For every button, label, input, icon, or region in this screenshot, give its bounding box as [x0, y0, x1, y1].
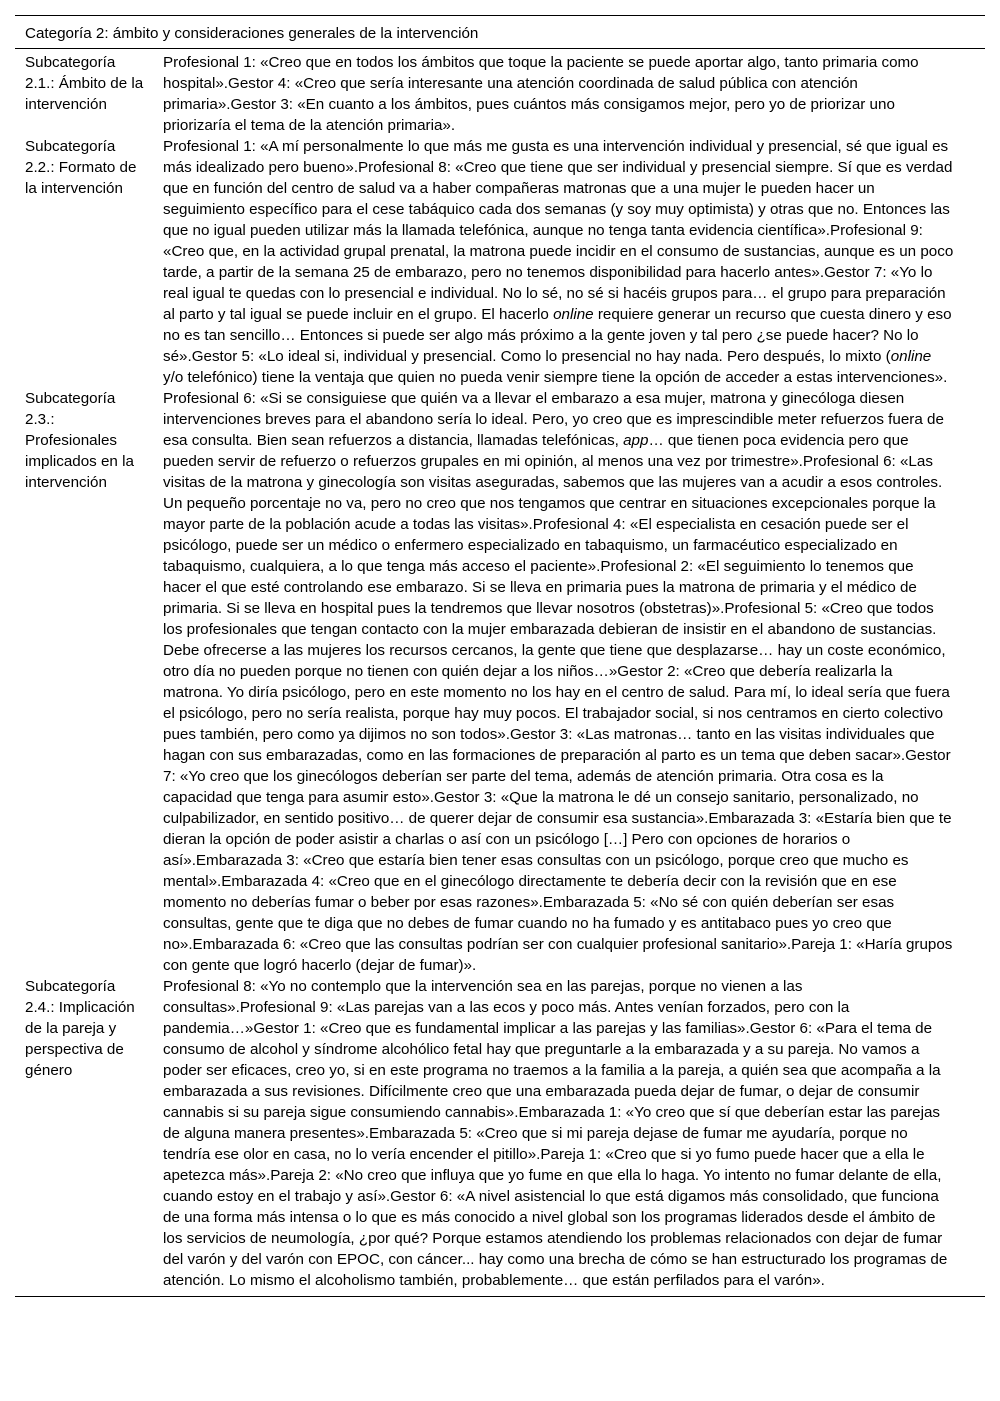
- quote-fragment: y/o telefónico) tiene la ventaja que quien no pueda venir siempre tiene la opción de acceder a estas intervenciones».: [163, 369, 948, 386]
- quote-emphasis: app: [623, 432, 649, 449]
- table-row: [15, 388, 985, 976]
- subcategory-label: Subcategoría 2.3.: Profesionales implicados en la intervención: [25, 390, 134, 491]
- subcategory-label: Subcategoría 2.1.: Ámbito de la intervención: [25, 54, 144, 113]
- quotes-text: [153, 136, 985, 388]
- subcategory-label: Subcategoría 2.2.: Formato de la intervención: [25, 138, 137, 197]
- table-row: [15, 136, 985, 388]
- table-header: Categoría 2: ámbito y consideraciones generales de la intervención: [15, 16, 985, 49]
- quote-fragment: Profesional 1: «A mí personalmente lo que más me gusta es una intervención individual y presencial, sé que igual es más idealizado pero bueno».Profesional 8: «Creo que tiene que ser individual y presencial siempre. Sí que es verdad que en función del centro de salud va a haber compañeras matronas que a una mujer le pueden hacer un seguimiento específico para el cese tabáquico cada dos semanas (y soy muy optimista) y otras que no. Entonces las que no igual pueden utilizar más la llamada telefónica, aunque no tenga tanta evidencia científica».Profesional 9: «Creo que, en la actividad grupal prenatal, la matrona puede incidir en el consumo de sustancias, aunque es un poco tarde, a partir de la semana 25 de embarazo, pero no tenemos disponibilidad para hacerlo antes».Gestor 7: «Yo lo real igual te quedas con lo presencial e individual. No lo sé, no sé si hacéis grupos para… el grupo para preparación al parto y tal igual se puede incluir en el grupo. El hacerlo: [163, 138, 954, 323]
- quotes-text: Profesional 1: «Creo que en todos los ámbitos que toque la paciente se puede aportar algo, tanto primaria como hospital».Gestor 4: «Creo que sería interesante una atención coordinada de salud pública con atención primaria».Gestor 3: «En cuanto a los ámbitos, pues cuántos más consigamos mejor, pero yo de priorizar uno priorizaría el tema de la atención primaria».: [163, 54, 919, 134]
- category-table: [15, 15, 985, 1297]
- table-row: [15, 49, 985, 137]
- quotes-text: Profesional 8: «Yo no contemplo que la intervención sea en las parejas, porque no vienen a las consultas».Profesional 9: «Las parejas van a las ecos y poco más. Antes venían forzados, pero con la pandemia…»Gestor 1: «Creo que es fundamental implicar a las parejas y las familias».Gestor 6: «Para el tema de consumo de alcohol y síndrome alcohólico fetal hay que preguntarle a la embarazada y a su pareja. No vamos a poder ser eficaces, creo yo, si en este programa no traemos a la familia a la pareja, a quién sea que acompaña a la embarazada a sus revisiones. Difícilmente creo que una embarazada pueda dejar de fumar, o dejar de consumir cannabis si su pareja sigue consumiendo cannabis».Embarazada 1: «Yo creo que sí que deberían estar las parejas de alguna manera presentes».Embarazada 5: «Creo que si mi pareja dejase de fumar me ayudaría, porque no tendría ese olor en casa, no lo vería encender el pitillo».Pareja 1: «Creo que si yo fumo puede hacer que a ella le apetezca más».Pareja 2: «No creo que influya que yo fume en que ella lo haga. Yo intento no fumar delante de ella, cuando estoy en el trabajo y así».Gestor 6: «A nivel asistencial lo que está digamos más consolidado, que funciona de una forma más intensa o lo que es más conocido a nivel global son los programas liderados desde el ámbito de los servicios de neumología, ¿por qué? Porque estamos atendiendo los problemas relacionados con dejar de fumar del varón y del varón con EPOC, con cáncer... hay como una brecha de cómo se han estructurado los programas de atención. Lo mismo el alcoholismo también, probablemente… que están perfilados para el varón».: [153, 976, 985, 1297]
- quote-fragment: requiere generar un recurso que cuesta dinero y eso no es tan sencillo… Entonces si puede ser algo más próximo a la gente joven y tal pero ¿se puede hacer? No lo sé».Gestor 5: «Lo ideal si, individual y presencial. Como lo presencial no hay nada. Pero después, lo mixto (: [163, 306, 952, 365]
- table-row: [15, 976, 985, 1297]
- subcategory-label: Subcategoría 2.4.: Implicación de la pareja y perspectiva de género: [15, 976, 153, 1297]
- quote-fragment: Profesional 6: «Si se consiguiese que quién va a llevar el embarazo a esa mujer, matrona y ginecóloga diesen intervenciones breves para el abandono sería lo ideal. Pero, yo creo que es imprescindible meter refuerzos fuera de esa consulta. Bien sean refuerzos a distancia, llamadas telefónicas,: [163, 390, 944, 449]
- quote-fragment: … que tienen poca evidencia pero que pueden servir de refuerzo o refuerzos grupales en mi opinión, al menos una vez por trimestre».Profesional 6: «Las visitas de la matrona y ginecología son visitas aseguradas, sabemos que las mujeres van a acudir a esos controles. Un pequeño porcentaje no va, pero no creo que nos tengamos que centrar en situaciones excepcionales porque la mayor parte de la población acude a todas las visitas».Profesional 4: «El especialista en cesación puede ser el psicólogo, puede ser un médico o enfermero especializado en tabaquismo, un farmacéutico especializado en tabaquismo, cualquiera, a lo que tenga más acceso el paciente».Profesional 2: «El seguimiento lo tenemos que hacer el que esté controlando ese embarazo. Si se lleva en primaria pues la matrona de primaria y el médico de primaria. Si se lleva en hospital pues la tendremos que llevar nosotros (obstetras)».Profesional 5: «Creo que todos los profesionales que tengan contacto con la mujer embarazada debieran de insistir en el abandono de sustancias. Debe ofrecerse a las mujeres los recursos cercanos, la gente que tiene que desplazarse… hay un coste económico, otro día no pueden porque no tienen con quién dejar a los niños…»Gestor 2: «Creo que debería realizarla la matrona. Yo diría psicólogo, pero en este momento no los hay en el centro de salud. Para mí, lo ideal sería que fuera el psicólogo, pero no sería realista, porque hay muy pocos. El trabajador social, si nos centramos en cierto colectivo pues también, pero como ya dijimos no son todos».Gestor 3: «Las matronas… tanto en las visitas individuales que hagan con sus embarazadas, como en las formaciones de preparación al parto es un tema que deben sacar».Gestor 7: «Yo creo que los ginecólogos deberían ser parte del tema, además de atención primaria. Otra cosa es la capacidad que tenga para asumir esto».Gestor 3: «Que la matrona le dé un consejo sanitario, personalizado, no culpabilizador, en sentido positivo… de querer dejar de consumir esa sustancia».Embarazada 3: «Estaría bien que te dieran la opción de poder asistir a charlas o así con un psicólogo […] Pero con opciones de horarios o así».Embarazada 3: «Creo que estaría bien tener esas consultas con un psicólogo, porque creo que mucho es mental».Embarazada 4: «Creo que en el ginecólogo directamente te debería decir con la revisión que en ese momento no deberías fumar o beber por esas razones».Embarazada 5: «No sé con quién deberían ser esas consultas, gente que te diga que no debes de fumar cuando no ha fumado y es antitabaco pues yo creo que no».Embarazada 6: «Creo que las consultas podrían ser con cualquier profesional sanitario».Pareja 1: «Haría grupos con gente que logró hacerlo (dejar de fumar)».: [163, 432, 953, 974]
- table-header-row: [15, 16, 985, 49]
- quote-emphasis: online: [553, 306, 594, 323]
- quotes-text: [153, 388, 985, 976]
- quote-emphasis: online: [890, 348, 932, 365]
- category-table-container: [15, 15, 985, 1297]
